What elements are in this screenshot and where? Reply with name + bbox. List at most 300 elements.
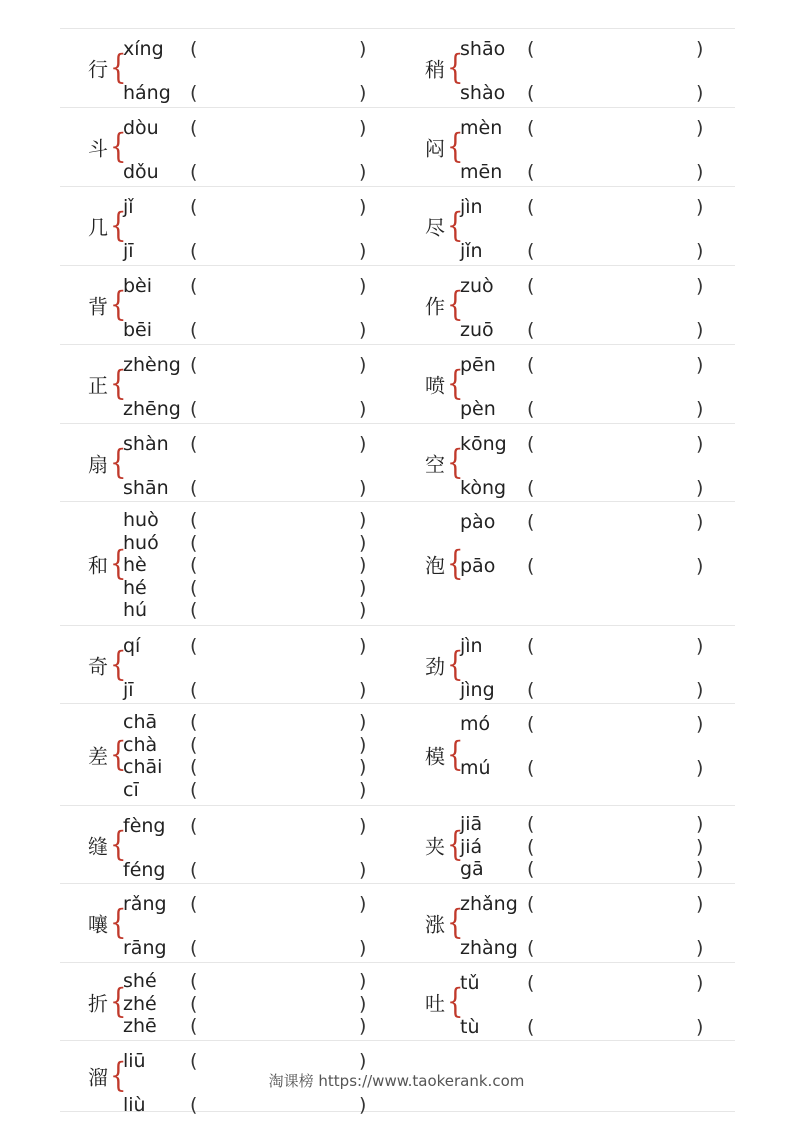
answer-blank-close-paren: ) xyxy=(696,511,704,533)
answer-blank-open-paren[interactable]: ( xyxy=(190,275,198,297)
hanzi-character: 背 xyxy=(88,294,108,319)
reading-line xyxy=(123,634,373,658)
answer-blank-close-paren: ) xyxy=(696,275,704,297)
brace-icon: { xyxy=(447,443,464,482)
answer-blank-open-paren[interactable]: ( xyxy=(190,599,198,621)
hanzi-character: 几 xyxy=(88,215,108,240)
pinyin-reading: zuò xyxy=(460,275,494,297)
pinyin-reading: gā xyxy=(460,858,484,880)
hanzi-character: 稍 xyxy=(425,57,445,82)
worksheet-row xyxy=(60,29,735,108)
pinyin-reading: zhé xyxy=(123,992,157,1015)
reading-line xyxy=(123,710,373,734)
worksheet-row xyxy=(60,806,735,884)
hanzi-character: 涨 xyxy=(425,912,445,937)
word-group-right xyxy=(397,424,735,501)
brace-icon: { xyxy=(447,127,464,167)
reading-line xyxy=(460,756,710,780)
answer-blank-open-paren[interactable]: ( xyxy=(527,82,535,104)
answer-blank-open-paren[interactable]: ( xyxy=(190,240,198,262)
pinyin-reading: huó xyxy=(123,531,159,554)
word-group-left xyxy=(60,345,397,423)
pinyin-reading: zhēng xyxy=(123,398,181,420)
reading-line xyxy=(460,353,710,377)
reading-line xyxy=(460,835,710,859)
word-group-right xyxy=(397,963,735,1040)
answer-blank-close-paren: ) xyxy=(696,813,704,835)
answer-blank-close-paren: ) xyxy=(359,970,367,992)
reading-line xyxy=(123,1093,373,1117)
brace-icon: { xyxy=(110,903,127,943)
brace-icon: { xyxy=(447,903,464,943)
answer-blank-open-paren[interactable]: ( xyxy=(527,398,535,420)
brace-icon: { xyxy=(110,364,127,404)
polyphone-worksheet xyxy=(60,28,735,1116)
hanzi-character: 夹 xyxy=(425,834,445,858)
answer-blank-close-paren: ) xyxy=(696,679,704,701)
answer-blank-open-paren[interactable]: ( xyxy=(527,38,535,60)
answer-blank-open-paren[interactable]: ( xyxy=(190,161,198,183)
answer-blank-close-paren: ) xyxy=(696,477,704,499)
reading-line xyxy=(123,678,373,702)
reading-line xyxy=(460,936,710,960)
word-group-left xyxy=(60,626,397,703)
brace-icon: { xyxy=(110,206,127,246)
brace-icon: { xyxy=(110,735,127,774)
answer-blank-close-paren: ) xyxy=(696,555,704,577)
brace-icon: { xyxy=(110,825,127,864)
answer-blank-close-paren: ) xyxy=(696,38,704,60)
worksheet-row xyxy=(60,704,735,806)
answer-blank-close-paren: ) xyxy=(359,240,367,262)
answer-blank-close-paren: ) xyxy=(696,757,704,779)
answer-blank-open-paren[interactable]: ( xyxy=(190,477,198,499)
answer-blank-close-paren: ) xyxy=(696,240,704,262)
reading-line xyxy=(123,576,373,600)
pinyin-reading: mēn xyxy=(460,161,503,183)
word-group-left xyxy=(60,266,397,344)
answer-blank-open-paren[interactable]: ( xyxy=(190,531,198,554)
hanzi-character: 溜 xyxy=(88,1065,108,1090)
answer-blank-open-paren[interactable]: ( xyxy=(527,835,535,858)
pinyin-reading: dòu xyxy=(123,117,159,139)
pinyin-reading: zhǎng xyxy=(460,893,518,915)
answer-blank-open-paren[interactable]: ( xyxy=(527,275,535,297)
word-group-left xyxy=(60,424,397,501)
answer-blank-open-paren[interactable]: ( xyxy=(527,937,535,959)
pinyin-reading: jiā xyxy=(460,813,483,835)
pinyin-reading: huò xyxy=(123,509,159,531)
answer-blank-close-paren: ) xyxy=(359,38,367,60)
word-group-right xyxy=(397,108,735,186)
hanzi-character: 折 xyxy=(88,991,108,1015)
pinyin-reading: jìn xyxy=(460,635,483,657)
reading-line xyxy=(123,969,373,993)
answer-blank-open-paren[interactable]: ( xyxy=(190,815,198,837)
pinyin-reading: liū xyxy=(123,1050,146,1072)
pinyin-reading: zhèng xyxy=(123,354,181,376)
pinyin-reading: jī xyxy=(123,240,134,262)
answer-blank-open-paren[interactable]: ( xyxy=(527,1016,535,1038)
reading-line xyxy=(460,971,710,995)
reading-line xyxy=(123,116,373,140)
brace-icon: { xyxy=(110,443,127,482)
pinyin-reading: hú xyxy=(123,599,148,621)
hanzi-character: 作 xyxy=(425,294,445,319)
word-group-right xyxy=(397,704,735,805)
answer-blank-close-paren: ) xyxy=(359,196,367,218)
answer-blank-open-paren[interactable]: ( xyxy=(527,713,535,735)
answer-blank-open-paren[interactable]: ( xyxy=(527,635,535,657)
answer-blank-close-paren: ) xyxy=(359,433,367,455)
reading-line xyxy=(123,814,373,838)
answer-blank-open-paren[interactable]: ( xyxy=(190,859,198,881)
answer-blank-open-paren[interactable]: ( xyxy=(527,433,535,455)
brace-icon: { xyxy=(110,645,127,684)
reading-line xyxy=(123,476,373,500)
answer-blank-close-paren: ) xyxy=(359,937,367,959)
pinyin-reading: chà xyxy=(123,733,158,756)
pinyin-reading: jiá xyxy=(460,835,483,858)
answer-blank-close-paren: ) xyxy=(359,992,367,1015)
pinyin-reading: kòng xyxy=(460,477,507,499)
word-group-left xyxy=(60,502,397,625)
answer-blank-open-paren[interactable]: ( xyxy=(527,893,535,915)
reading-line xyxy=(460,476,710,500)
answer-blank-open-paren[interactable]: ( xyxy=(190,196,198,218)
pinyin-reading: zuō xyxy=(460,319,494,341)
answer-blank-close-paren: ) xyxy=(696,433,704,455)
word-group-right xyxy=(397,266,735,344)
pinyin-reading: fèng xyxy=(123,815,166,837)
reading-line xyxy=(123,992,373,1016)
answer-blank-close-paren: ) xyxy=(359,756,367,778)
answer-blank-close-paren: ) xyxy=(696,354,704,376)
reading-line xyxy=(123,778,373,802)
reading-line xyxy=(123,733,373,757)
answer-blank-close-paren: ) xyxy=(359,635,367,657)
brace-icon: { xyxy=(447,982,464,1021)
worksheet-row xyxy=(60,345,735,424)
answer-blank-open-paren[interactable]: ( xyxy=(190,576,198,599)
hanzi-character: 缝 xyxy=(88,834,108,858)
answer-blank-open-paren[interactable]: ( xyxy=(527,555,535,577)
answer-blank-close-paren: ) xyxy=(359,82,367,104)
answer-blank-close-paren: ) xyxy=(359,354,367,376)
reading-line xyxy=(123,397,373,421)
worksheet-row xyxy=(60,502,735,626)
answer-blank-open-paren[interactable]: ( xyxy=(527,757,535,779)
pinyin-reading: pào xyxy=(460,511,496,533)
reading-line xyxy=(460,160,710,184)
answer-blank-open-paren[interactable]: ( xyxy=(190,319,198,341)
worksheet-row xyxy=(60,884,735,963)
answer-blank-close-paren: ) xyxy=(359,815,367,837)
word-group-left xyxy=(60,806,397,883)
answer-blank-close-paren: ) xyxy=(359,859,367,881)
pinyin-reading: jìng xyxy=(460,679,495,701)
answer-blank-open-paren[interactable]: ( xyxy=(190,82,198,104)
answer-blank-close-paren: ) xyxy=(696,196,704,218)
pinyin-reading: shào xyxy=(460,82,506,104)
brace-icon: { xyxy=(110,1056,127,1096)
answer-blank-close-paren: ) xyxy=(359,477,367,499)
pinyin-reading: cī xyxy=(123,778,139,801)
worksheet-row xyxy=(60,963,735,1041)
answer-blank-close-paren: ) xyxy=(696,161,704,183)
reading-line xyxy=(460,510,710,534)
answer-blank-open-paren[interactable]: ( xyxy=(190,433,198,455)
hanzi-character: 嚷 xyxy=(88,912,108,937)
brace-icon: { xyxy=(447,48,464,88)
answer-blank-open-paren[interactable]: ( xyxy=(190,1050,198,1072)
reading-line xyxy=(460,1015,710,1039)
answer-blank-close-paren: ) xyxy=(696,82,704,104)
reading-line xyxy=(123,239,373,263)
answer-blank-open-paren[interactable]: ( xyxy=(527,117,535,139)
reading-line xyxy=(123,195,373,219)
brace-icon: { xyxy=(110,285,127,325)
word-group-right xyxy=(397,626,735,703)
pinyin-reading: hè xyxy=(123,554,147,576)
reading-line xyxy=(123,553,373,577)
answer-blank-close-paren: ) xyxy=(696,713,704,735)
word-group-right xyxy=(397,345,735,423)
brace-icon: { xyxy=(447,735,464,774)
answer-blank-close-paren: ) xyxy=(359,679,367,701)
reading-line xyxy=(460,554,710,578)
word-group-right xyxy=(397,884,735,962)
watermark: 淘课榜 https://www.taokerank.com xyxy=(268,1072,525,1090)
answer-blank-close-paren: ) xyxy=(696,319,704,341)
brace-icon: { xyxy=(447,645,464,684)
pinyin-reading: kōng xyxy=(460,433,507,455)
reading-line xyxy=(460,274,710,298)
reading-line xyxy=(123,160,373,184)
reading-line xyxy=(123,755,373,779)
answer-blank-close-paren: ) xyxy=(359,509,367,531)
hanzi-character: 泡 xyxy=(425,553,445,577)
reading-line xyxy=(123,318,373,342)
answer-blank-close-paren: ) xyxy=(359,576,367,599)
answer-blank-open-paren[interactable]: ( xyxy=(527,161,535,183)
pinyin-reading: shāo xyxy=(460,38,506,60)
answer-blank-open-paren[interactable]: ( xyxy=(190,778,198,801)
answer-blank-open-paren[interactable]: ( xyxy=(527,196,535,218)
answer-blank-close-paren: ) xyxy=(359,554,367,576)
reading-line xyxy=(460,37,710,61)
word-group-left xyxy=(60,884,397,962)
pinyin-reading: mú xyxy=(460,757,491,779)
pinyin-reading: shàn xyxy=(123,433,169,455)
pinyin-reading: pēn xyxy=(460,354,496,376)
answer-blank-close-paren: ) xyxy=(359,711,367,733)
word-group-left xyxy=(60,704,397,805)
hanzi-character: 劲 xyxy=(425,654,445,678)
brace-icon: { xyxy=(447,206,464,246)
answer-blank-close-paren: ) xyxy=(359,117,367,139)
word-group-right xyxy=(397,502,735,625)
pinyin-reading: pāo xyxy=(460,555,496,577)
answer-blank-close-paren: ) xyxy=(696,937,704,959)
answer-blank-close-paren: ) xyxy=(696,893,704,915)
answer-blank-close-paren: ) xyxy=(696,117,704,139)
pinyin-reading: féng xyxy=(123,859,166,881)
answer-blank-open-paren[interactable]: ( xyxy=(527,240,535,262)
pinyin-reading: jìn xyxy=(460,196,483,218)
answer-blank-open-paren[interactable]: ( xyxy=(190,893,198,915)
hanzi-character: 扇 xyxy=(88,452,108,476)
hanzi-character: 正 xyxy=(88,373,108,398)
hanzi-character: 模 xyxy=(425,744,445,768)
answer-blank-open-paren[interactable]: ( xyxy=(527,319,535,341)
answer-blank-close-paren: ) xyxy=(359,161,367,183)
answer-blank-open-paren[interactable]: ( xyxy=(190,679,198,701)
worksheet-row xyxy=(60,187,735,266)
answer-blank-open-paren[interactable]: ( xyxy=(527,354,535,376)
answer-blank-open-paren[interactable]: ( xyxy=(190,970,198,992)
answer-blank-close-paren: ) xyxy=(359,398,367,420)
answer-blank-close-paren: ) xyxy=(359,1015,367,1037)
answer-blank-open-paren[interactable]: ( xyxy=(190,554,198,576)
answer-blank-close-paren: ) xyxy=(359,531,367,554)
answer-blank-open-paren[interactable]: ( xyxy=(190,509,198,531)
answer-blank-open-paren[interactable]: ( xyxy=(190,38,198,60)
reading-line xyxy=(460,812,710,836)
reading-line xyxy=(460,432,710,456)
answer-blank-open-paren[interactable]: ( xyxy=(190,1015,198,1037)
answer-blank-open-paren[interactable]: ( xyxy=(190,398,198,420)
pinyin-reading: chā xyxy=(123,711,158,733)
hanzi-character: 吐 xyxy=(425,991,445,1015)
answer-blank-open-paren[interactable]: ( xyxy=(527,511,535,533)
pinyin-reading: chāi xyxy=(123,756,163,778)
worksheet-row xyxy=(60,108,735,187)
answer-blank-close-paren: ) xyxy=(696,972,704,994)
pinyin-reading: jī xyxy=(123,679,134,701)
answer-blank-close-paren: ) xyxy=(359,1050,367,1072)
answer-blank-open-paren[interactable]: ( xyxy=(527,972,535,994)
reading-line xyxy=(460,892,710,916)
pinyin-reading: xíng xyxy=(123,38,164,60)
answer-blank-open-paren[interactable]: ( xyxy=(190,635,198,657)
pinyin-reading: zhē xyxy=(123,1015,157,1037)
pinyin-reading: pèn xyxy=(460,398,496,420)
reading-line xyxy=(460,195,710,219)
answer-blank-close-paren: ) xyxy=(696,398,704,420)
pinyin-reading: shān xyxy=(123,477,169,499)
reading-line xyxy=(460,712,710,736)
reading-line xyxy=(123,353,373,377)
hanzi-character: 行 xyxy=(88,57,108,82)
brace-icon: { xyxy=(110,48,127,88)
answer-blank-close-paren: ) xyxy=(696,835,704,858)
reading-line xyxy=(460,81,710,105)
answer-blank-close-paren: ) xyxy=(696,635,704,657)
pinyin-reading: mó xyxy=(460,713,491,735)
answer-blank-close-paren: ) xyxy=(359,778,367,801)
pinyin-reading: liù xyxy=(123,1094,146,1116)
pinyin-reading: dǒu xyxy=(123,161,159,183)
reading-line xyxy=(460,239,710,263)
answer-blank-close-paren: ) xyxy=(359,319,367,341)
pinyin-reading: bèi xyxy=(123,275,153,297)
answer-blank-open-paren[interactable]: ( xyxy=(190,733,198,756)
answer-blank-close-paren: ) xyxy=(359,733,367,756)
hanzi-character: 差 xyxy=(88,744,108,768)
word-group-left xyxy=(60,963,397,1040)
reading-line xyxy=(123,81,373,105)
pinyin-reading: zhàng xyxy=(460,937,518,959)
reading-line xyxy=(123,274,373,298)
reading-line xyxy=(123,892,373,916)
worksheet-row xyxy=(60,424,735,502)
answer-blank-open-paren[interactable]: ( xyxy=(190,711,198,733)
answer-blank-open-paren[interactable]: ( xyxy=(527,858,535,880)
reading-line xyxy=(123,37,373,61)
answer-blank-open-paren[interactable]: ( xyxy=(190,756,198,778)
answer-blank-close-paren: ) xyxy=(696,1016,704,1038)
answer-blank-open-paren[interactable]: ( xyxy=(190,992,198,1015)
reading-line xyxy=(123,1014,373,1038)
hanzi-character: 斗 xyxy=(88,136,108,161)
word-group-left xyxy=(60,108,397,186)
reading-line xyxy=(460,634,710,658)
pinyin-reading: jǐ xyxy=(123,196,134,218)
word-group-left xyxy=(60,187,397,265)
answer-blank-close-paren: ) xyxy=(359,275,367,297)
word-group-left xyxy=(60,29,397,107)
reading-line xyxy=(123,531,373,555)
answer-blank-open-paren[interactable]: ( xyxy=(190,117,198,139)
pinyin-reading: jǐn xyxy=(460,240,483,262)
pinyin-reading: bēi xyxy=(123,319,153,341)
answer-blank-open-paren[interactable]: ( xyxy=(190,354,198,376)
answer-blank-open-paren[interactable]: ( xyxy=(190,937,198,959)
hanzi-character: 闷 xyxy=(425,136,445,161)
pinyin-reading: shé xyxy=(123,970,157,992)
reading-line xyxy=(460,116,710,140)
hanzi-character: 和 xyxy=(88,553,108,577)
reading-line xyxy=(123,598,373,622)
reading-line xyxy=(460,397,710,421)
answer-blank-open-paren[interactable]: ( xyxy=(527,477,535,499)
brace-icon: { xyxy=(447,544,464,583)
answer-blank-close-paren: ) xyxy=(696,858,704,880)
pinyin-reading: tǔ xyxy=(460,972,480,994)
brace-icon: { xyxy=(447,364,464,404)
worksheet-row xyxy=(60,266,735,345)
answer-blank-close-paren: ) xyxy=(359,1094,367,1116)
reading-line xyxy=(123,508,373,532)
worksheet-row xyxy=(60,626,735,704)
reading-line xyxy=(460,857,710,881)
brace-icon: { xyxy=(110,982,127,1021)
brace-icon: { xyxy=(447,825,464,864)
hanzi-character: 奇 xyxy=(88,654,108,678)
pinyin-reading: qí xyxy=(123,635,141,657)
word-group-right xyxy=(397,29,735,107)
answer-blank-open-paren[interactable]: ( xyxy=(527,679,535,701)
pinyin-reading: rāng xyxy=(123,937,167,959)
brace-icon: { xyxy=(447,285,464,325)
answer-blank-open-paren[interactable]: ( xyxy=(190,1094,198,1116)
word-group-right xyxy=(397,806,735,883)
pinyin-reading: háng xyxy=(123,82,171,104)
reading-line xyxy=(460,678,710,702)
answer-blank-open-paren[interactable]: ( xyxy=(527,813,535,835)
answer-blank-close-paren: ) xyxy=(359,893,367,915)
